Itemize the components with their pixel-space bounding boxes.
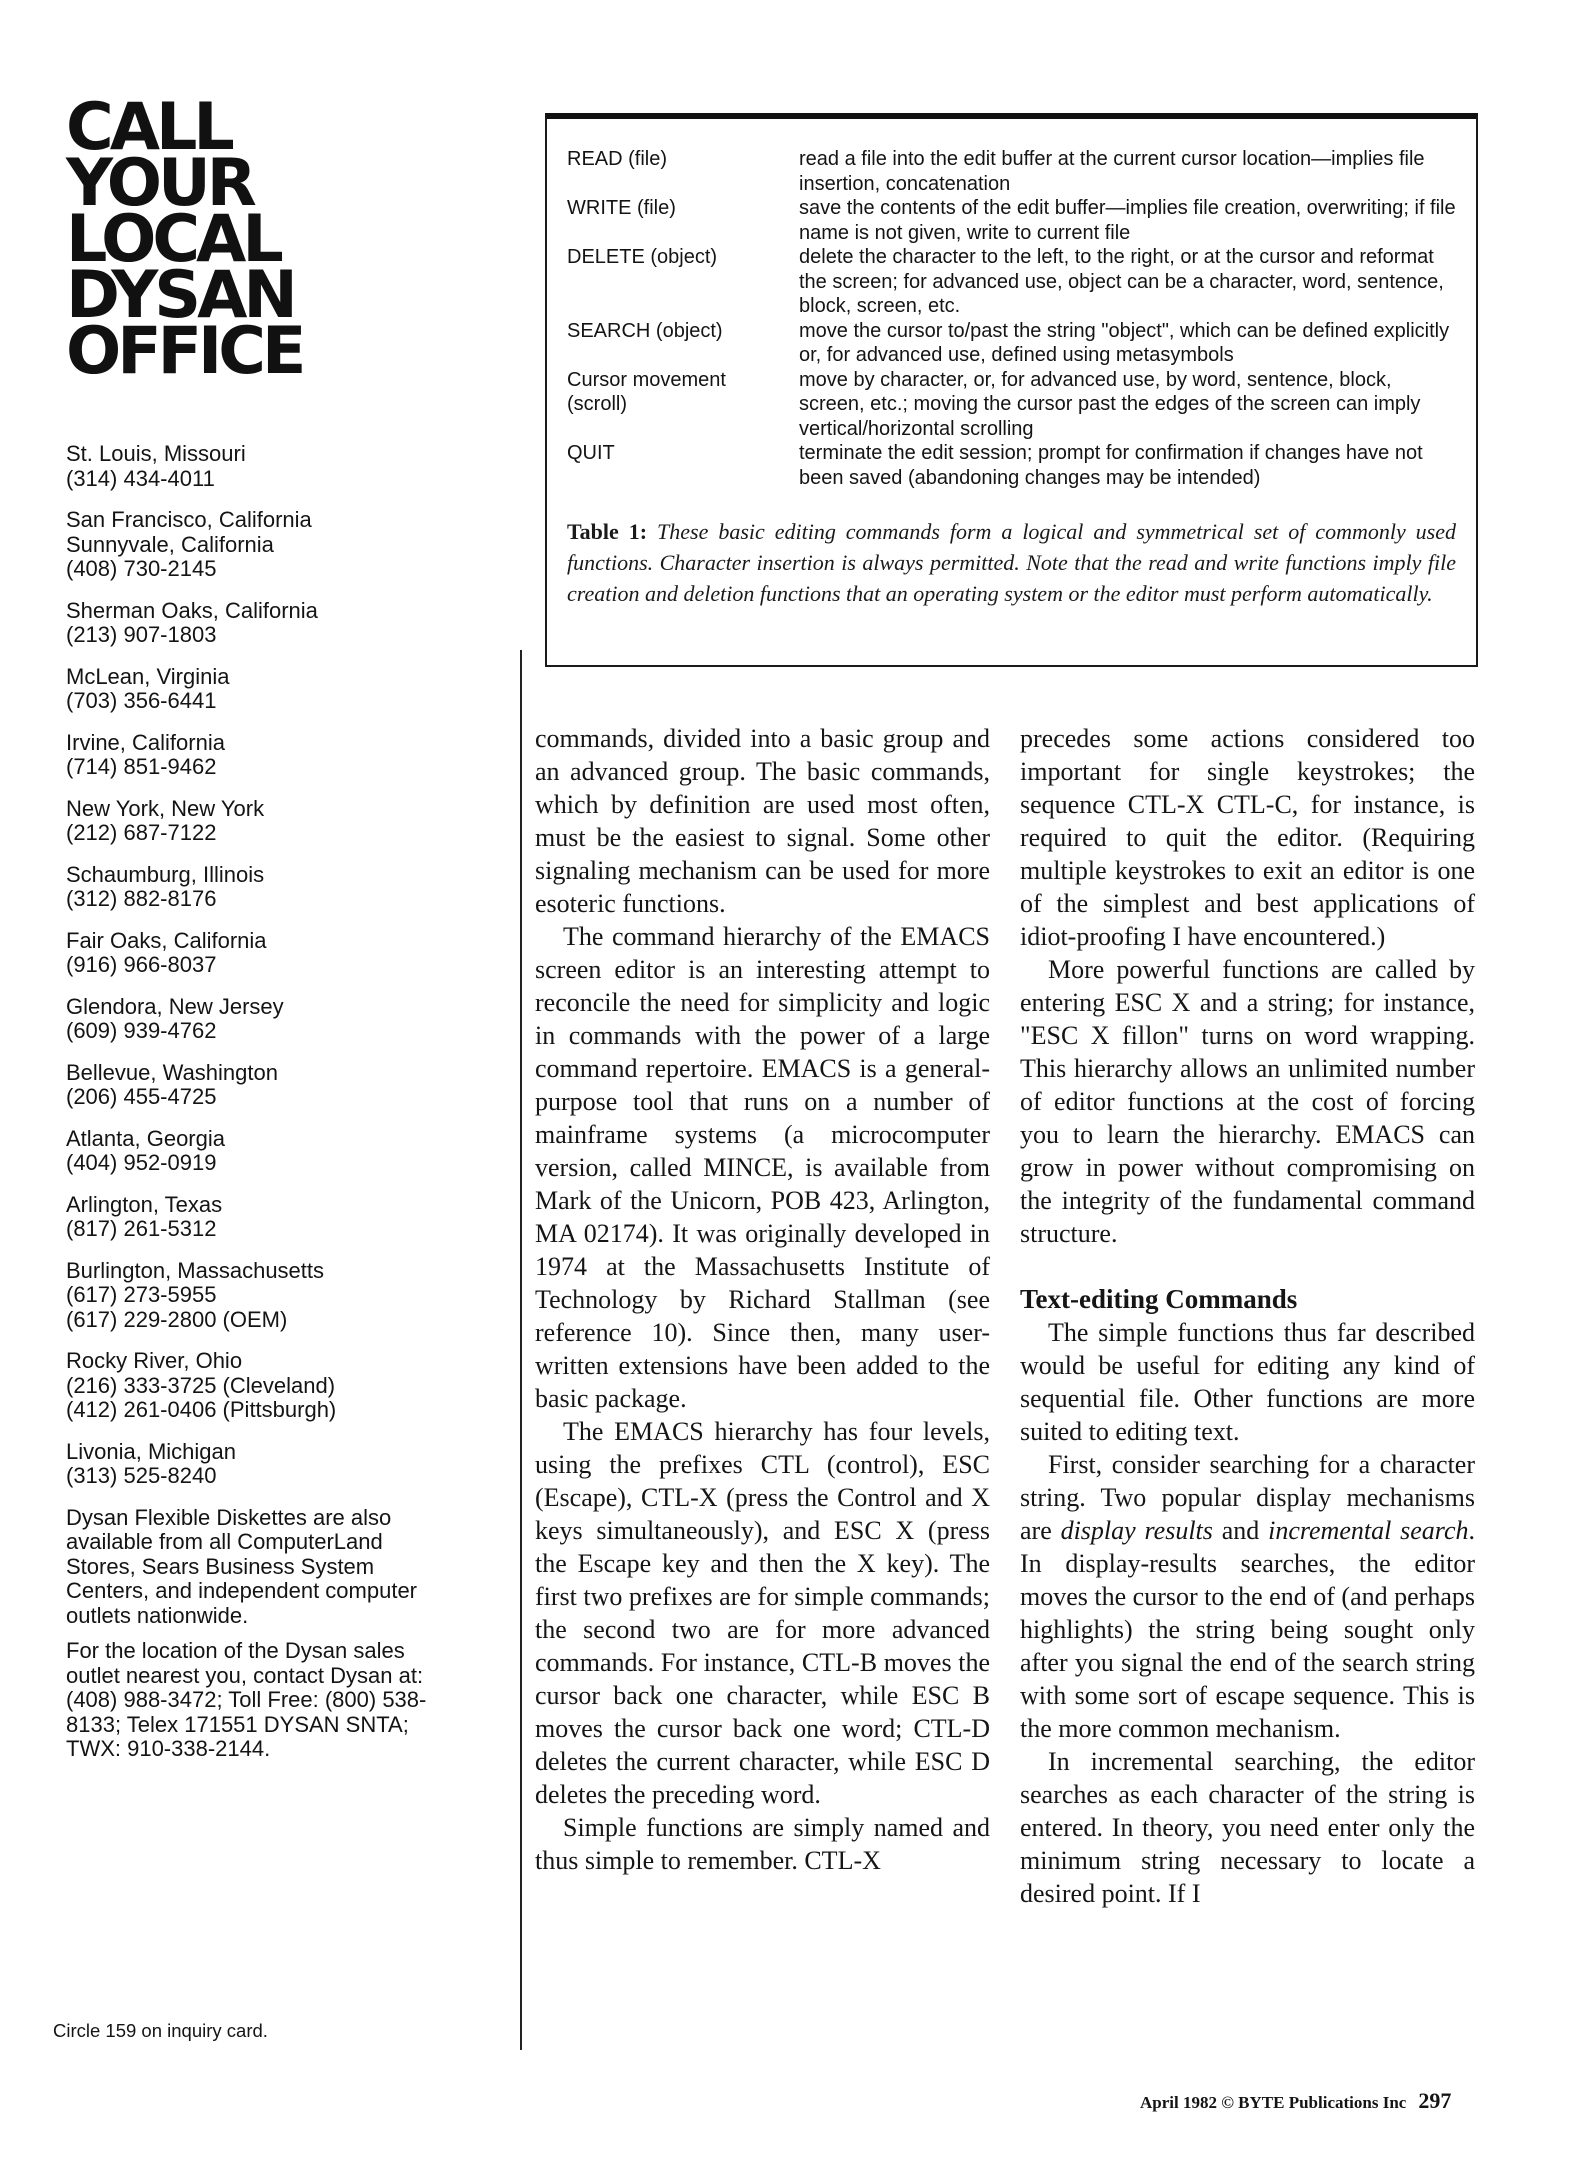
table-row bbox=[547, 245, 1476, 319]
office-phone: (313) 525-8240 bbox=[66, 1463, 217, 1488]
office-phone: (408) 730-2145 bbox=[66, 556, 217, 581]
command-name: WRITE (file) bbox=[567, 197, 676, 219]
office-city: Sherman Oaks, California bbox=[66, 597, 318, 623]
column-divider bbox=[520, 650, 522, 2050]
office-entry bbox=[66, 665, 446, 714]
caption-label: Table 1: bbox=[567, 519, 648, 544]
table-caption bbox=[567, 516, 1456, 609]
dysan-ad-sidebar bbox=[66, 90, 446, 1773]
caption-text: These basic editing commands form a logical and symmetrical set of commonly used functions. Character insertion is always permitted. Note that the read and write functions imply file creation and deletion functions that an operating system or the editor must perform automatically. bbox=[567, 519, 1457, 606]
office-entry bbox=[66, 1440, 446, 1489]
headline-line: DYSAN bbox=[66, 258, 294, 333]
paragraph: commands, divided into a basic group and an advanced group. The basic commands, which by definition are used most often, must be the easiest to signal. Some other signaling mechanism can be used for more esoteric functions. bbox=[535, 724, 990, 918]
paragraph: precedes some actions considered too important for single keystrokes; the sequence CTL-X CTL-C, for instance, is required to quit the editor. (Requiring multiple keystrokes to exit an editor is one of the simplest and best applications of idiot-proofing I have encountered.) bbox=[1020, 724, 1475, 951]
office-phone: (703) 356-6441 bbox=[66, 688, 217, 713]
office-phone: (714) 851-9462 bbox=[66, 754, 217, 779]
office-city: Fair Oaks, California bbox=[66, 927, 267, 953]
office-city: Burlington, Massachusetts bbox=[66, 1257, 325, 1283]
paragraph: The command hierarchy of the EMACS screen editor is an interesting attempt to reconcile the need for simplicity and logic in commands with the power of a large command repertoire. EMACS is a general-purpose tool that runs on a number of mainframe systems (a microcomputer version, called MINCE, is available from Mark of the Unicorn, POB 423, Arlington, MA 02174). It was originally developed in 1974 at the Massachusetts Institute of Technology by Richard Stallman (see reference 10). Since then, many user-written extensions have been added to the basic package. bbox=[535, 922, 990, 1413]
command-table bbox=[547, 119, 1476, 490]
availability-blurb: Dysan Flexible Diskettes are also available from all ComputerLand Stores, Sears Business System Centers, and independent computer outlets nationwide. bbox=[66, 1504, 418, 1628]
office-phone: (617) 273-5955 bbox=[66, 1282, 217, 1307]
office-city: Atlanta, Georgia bbox=[66, 1125, 225, 1151]
headline-line: YOUR bbox=[66, 146, 253, 221]
contact-blurb: For the location of the Dysan sales outlet nearest you, contact Dysan at: (408) 988-3472; Toll Free: (800) 538-8133; Telex 171551 DYSAN SNTA; TWX: 910-338-2144. bbox=[66, 1638, 427, 1761]
command-name: QUIT bbox=[567, 442, 615, 464]
command-description: move by character, or, for advanced use, by word, sentence, block, screen, etc.; moving the cursor past the edges of the screen can imply vertical/horizontal scrolling bbox=[799, 368, 1421, 440]
office-city: Irvine, California bbox=[66, 729, 225, 755]
command-description: read a file into the edit buffer at the current cursor location—implies file insertion, concatenation bbox=[799, 148, 1425, 195]
inquiry-card-note: Circle 159 on inquiry card. bbox=[53, 2020, 268, 2041]
office-city: McLean, Virginia bbox=[66, 663, 230, 689]
emphasis: display results bbox=[1060, 1516, 1213, 1545]
page-number: 297 bbox=[1418, 2088, 1452, 2113]
office-phone: (817) 261-5312 bbox=[66, 1216, 217, 1241]
office-city: Arlington, Texas bbox=[66, 1191, 223, 1217]
footer-text: April 1982 © BYTE Publications Inc bbox=[1140, 2093, 1407, 2112]
office-city: Glendora, New Jersey bbox=[66, 993, 284, 1019]
office-phone: (412) 261-0406 (Pittsburgh) bbox=[66, 1397, 337, 1422]
command-name: Cursor movement (scroll) bbox=[567, 368, 726, 415]
office-phone: (609) 939-4762 bbox=[66, 1018, 217, 1043]
table-row bbox=[547, 147, 1476, 196]
text-run: First, consider searching for a character string. Two popular display mechanisms are bbox=[1020, 1450, 1475, 1545]
office-phone: (206) 455-4725 bbox=[66, 1084, 217, 1109]
command-name: SEARCH (object) bbox=[567, 319, 723, 342]
office-city: Bellevue, Washington bbox=[66, 1059, 278, 1085]
office-entry bbox=[66, 1349, 446, 1423]
office-phone: (213) 907-1803 bbox=[66, 622, 217, 647]
office-entry bbox=[66, 863, 446, 912]
office-phone: (916) 966-8037 bbox=[66, 952, 217, 977]
paragraph: More powerful functions are called by entering ESC X and a string; for instance, "ESC X fillon" turns on word wrapping. This hierarchy allows an unlimited number of editor functions at the cost of forcing you to learn the hierarchy. EMACS can grow in power without compromising on the integrity of the fundamental command structure. bbox=[1020, 955, 1475, 1248]
office-entry bbox=[66, 797, 446, 846]
headline-line: LOCAL bbox=[66, 202, 280, 277]
paragraph bbox=[1020, 1448, 1475, 1745]
office-entry bbox=[66, 599, 446, 648]
office-phone: (314) 434-4011 bbox=[66, 465, 215, 491]
office-phone: (617) 229-2800 (OEM) bbox=[66, 1306, 288, 1332]
office-entry bbox=[66, 1193, 446, 1242]
table-1-box bbox=[545, 113, 1478, 667]
office-entry bbox=[66, 1127, 446, 1176]
office-city: New York, New York bbox=[66, 795, 265, 821]
office-city: Sunnyvale, California bbox=[66, 531, 274, 557]
command-name: READ (file) bbox=[567, 148, 668, 170]
paragraph: The simple functions thus far described would be useful for editing any kind of sequential file. Other functions are more suited to editing text. bbox=[1020, 1318, 1475, 1446]
paragraph: In incremental searching, the editor searches as each character of the string is entered. In theory, you need enter only the minimum string necessary to locate a desired point. If I bbox=[1020, 1747, 1475, 1908]
command-description: move the cursor to/past the string "object", which can be defined explicitly or, for advanced use, defined using metasymbols bbox=[799, 319, 1450, 366]
paragraph: The EMACS hierarchy has four levels, using the prefixes CTL (control), ESC (Escape), CTL-X (press the Control and X keys simultaneously), and ESC X (press the Escape key and then the X key). The first two prefixes are for simple commands; the second two are for more advanced commands. For instance, CTL-B moves the cursor back one character, while ESC B moves the cursor back one word; CTL-D deletes the current character, while ESC D deletes the preceding word. bbox=[535, 1417, 990, 1809]
article-column-1 bbox=[535, 722, 990, 1877]
page-footer bbox=[1140, 2088, 1451, 2114]
office-phone: (312) 882-8176 bbox=[66, 886, 217, 911]
command-name: DELETE (object) bbox=[567, 246, 718, 268]
table-row bbox=[547, 368, 1476, 442]
office-entry bbox=[66, 929, 446, 978]
office-entry bbox=[66, 731, 446, 780]
text-run: and bbox=[1212, 1516, 1269, 1545]
office-city: Livonia, Michigan bbox=[66, 1438, 236, 1464]
emphasis: incremental search bbox=[1268, 1516, 1469, 1545]
office-entry bbox=[66, 508, 446, 582]
section-heading: Text-editing Commands bbox=[1020, 1284, 1298, 1314]
command-description: terminate the edit session; prompt for confirmation if changes have not been saved (abandoning changes may be intended) bbox=[799, 442, 1423, 489]
paragraph: Simple functions are simply named and thus simple to remember. CTL-X bbox=[535, 1813, 990, 1875]
headline-line: OFFICE bbox=[66, 314, 303, 389]
office-city: Rocky River, Ohio bbox=[66, 1348, 243, 1373]
table-row bbox=[547, 441, 1476, 490]
office-phone: (216) 333-3725 (Cleveland) bbox=[66, 1372, 336, 1398]
office-entry bbox=[66, 1259, 446, 1333]
office-entry bbox=[66, 995, 446, 1044]
text-run: . In display-results searches, the editor moves the cursor to the end of (and perhaps highlights) the string being sought only after you signal the end of the search string with some sort of escape sequence. This is the more common mechanism. bbox=[1020, 1516, 1475, 1743]
article-column-2 bbox=[1020, 722, 1475, 1910]
office-phone: (404) 952-0919 bbox=[66, 1150, 217, 1175]
office-city: San Francisco, California bbox=[66, 507, 312, 532]
office-entry bbox=[66, 442, 446, 491]
headline-line: CALL bbox=[66, 90, 231, 165]
office-phone: (212) 687-7122 bbox=[66, 820, 217, 845]
command-description: save the contents of the edit buffer—implies file creation, overwriting; if file name is not given, write to current file bbox=[799, 197, 1456, 244]
command-description: delete the character to the left, to the right, or at the cursor and reformat the screen; for advanced use, object can be a character, word, sentence, block, screen, etc. bbox=[799, 246, 1444, 317]
office-city: Schaumburg, Illinois bbox=[66, 861, 265, 887]
office-entry bbox=[66, 1061, 446, 1110]
office-city: St. Louis, Missouri bbox=[66, 441, 246, 466]
ad-headline bbox=[66, 90, 446, 389]
table-row bbox=[547, 196, 1476, 245]
table-row bbox=[547, 319, 1476, 368]
